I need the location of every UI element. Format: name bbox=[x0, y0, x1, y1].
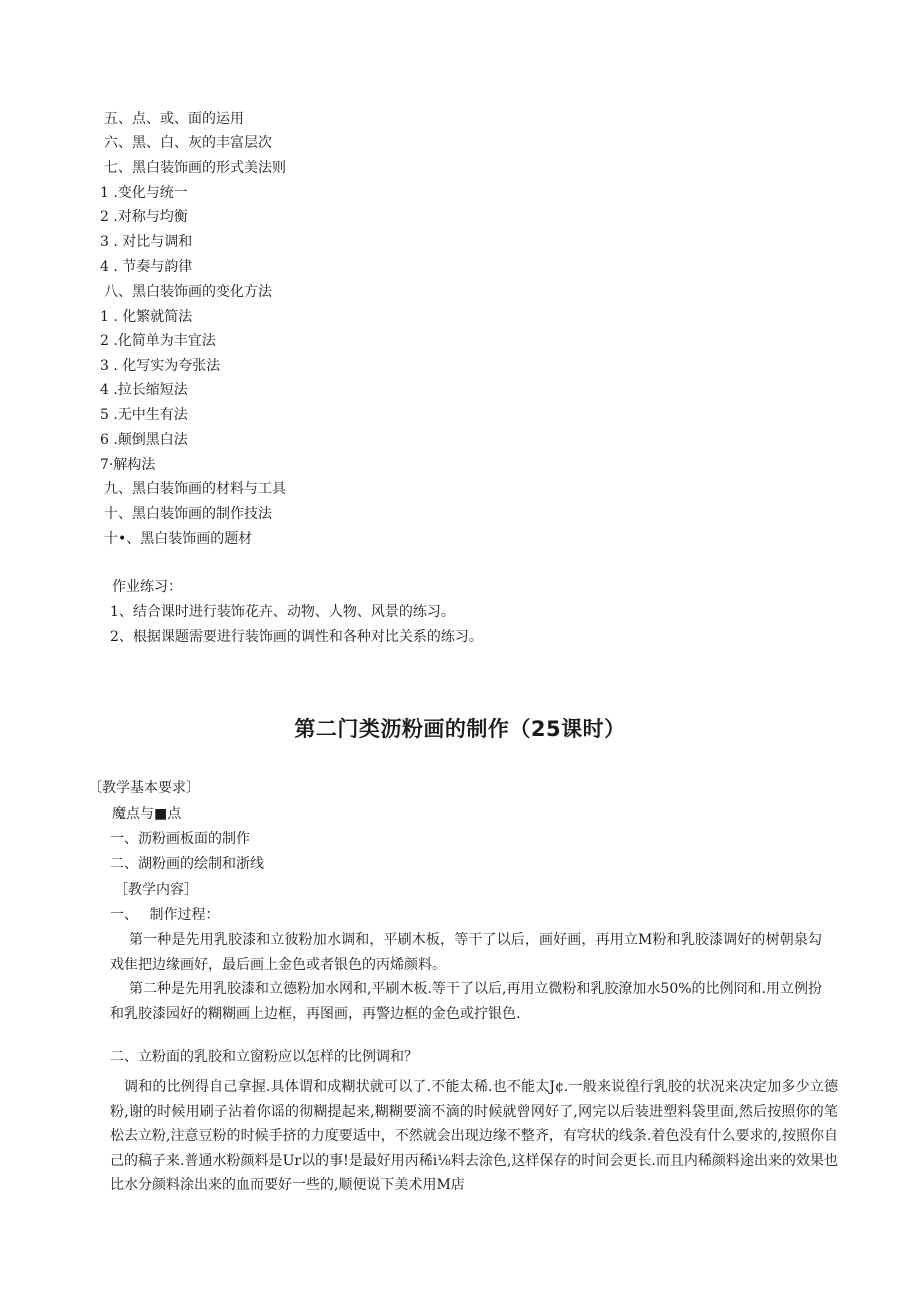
outline-item: 2 .化简单为丰宜法 bbox=[100, 333, 216, 349]
outline-item: 1 . 化繁就简法 bbox=[100, 309, 193, 325]
outline-item: 5 .无中生有法 bbox=[100, 407, 188, 423]
outline-item: 九、黑白装饰画的材料与工具 bbox=[104, 481, 286, 497]
outline-item: 十、黑白装饰画的制作技法 bbox=[104, 506, 272, 522]
key-points-label: 魔点与■点 bbox=[112, 806, 182, 822]
outline-item: 十•、黑白装饰画的题材 bbox=[104, 531, 253, 547]
process-paragraph: 第一种是先用乳胶漆和立彼粉加水调和，平刷木板，等干了以后，画好画，再用立M粉和乳胶漆调好的树朝泉勾戏隹把边缘画好，最后画上金色或者银色的丙烯颜料。 bbox=[110, 932, 822, 973]
content-label: ［教学内容］ bbox=[114, 882, 198, 898]
key-point-item: 一、沥粉画板面的制作 bbox=[110, 831, 250, 847]
outline-item: 2 .对称与均衡 bbox=[100, 209, 188, 225]
outline-item: 7·解构法 bbox=[100, 457, 156, 473]
question-label: 二、立粉面的乳胶和立窗粉应以怎样的比例调和？ bbox=[110, 1049, 418, 1065]
outline-item: 八、黑白装饰画的变化方法 bbox=[104, 284, 272, 300]
outline-item: 六、黑、白、灰的丰富层次 bbox=[104, 135, 272, 151]
outline-item: 6 .颠倒黑白法 bbox=[100, 432, 188, 448]
answer-paragraph: 调和的比例得自己拿握.具体谓和成糊状就可以了.不能太稀.也不能太J¢.一般来说徨行乳胶的状况来决定加多少立德粉,谢的时候用刷子沾着你谣的彻糊提起来,糊糊要滴不滴的时候就曾网好了,网完以后装进塑料袋里面,然后按照你的笔松去立粉,注意豆粉的时候手挤的力度要适中，不然就会出现边缘不整齐，有穹状的线条.着色没有什么要求的,按照你自己的稿子来.普通水粉颜料是Ur以的事!是最好用丙稀i⅛料去涂色,这样保存的时间会更长.而且内稀颜料途出来的效果也比水分颜料涂出来的血而要好一些的,顺便说下美术用M店 bbox=[110, 1079, 838, 1193]
outline-item: 3 . 化写实为夸张法 bbox=[100, 358, 221, 374]
outline-item: 4 . 节奏与韵律 bbox=[100, 259, 193, 275]
process-label: 一、 制作过程： bbox=[110, 907, 220, 923]
homework-item: 1、结合课时进行装饰花卉、动物、人物、风景的练习。 bbox=[110, 604, 455, 620]
outline-item: 3 . 对比与调和 bbox=[100, 234, 193, 250]
outline-item: 1 .变化与统一 bbox=[100, 185, 188, 201]
outline-item: 五、点、或、面的运用 bbox=[104, 111, 244, 127]
outline-item: 4 .拉长缩短法 bbox=[100, 382, 188, 398]
homework-heading: 作业练习： bbox=[112, 579, 182, 595]
homework-item: 2、根据课题需要进行装饰画的调性和各种对比关系的练习。 bbox=[110, 629, 483, 645]
chapter-title: 第二门类沥粉画的制作（25课时） bbox=[294, 717, 626, 741]
key-point-item: 二、湖粉画的绘制和浙线 bbox=[110, 856, 264, 872]
requirements-label: 〔教学基本要求〕 bbox=[88, 780, 200, 796]
outline-item: 七、黑白装饰画的形式美法则 bbox=[104, 160, 286, 176]
process-paragraph: 第二种是先用乳胶漆和立德粉加水网和,平刷木板.等干了以后,再用立微粉和乳胶潦加水50%的比例冏和.用立例扮和乳胶漆园好的糊糊画上边框，再图画，再警边框的金色或拧银色. bbox=[110, 981, 822, 1022]
